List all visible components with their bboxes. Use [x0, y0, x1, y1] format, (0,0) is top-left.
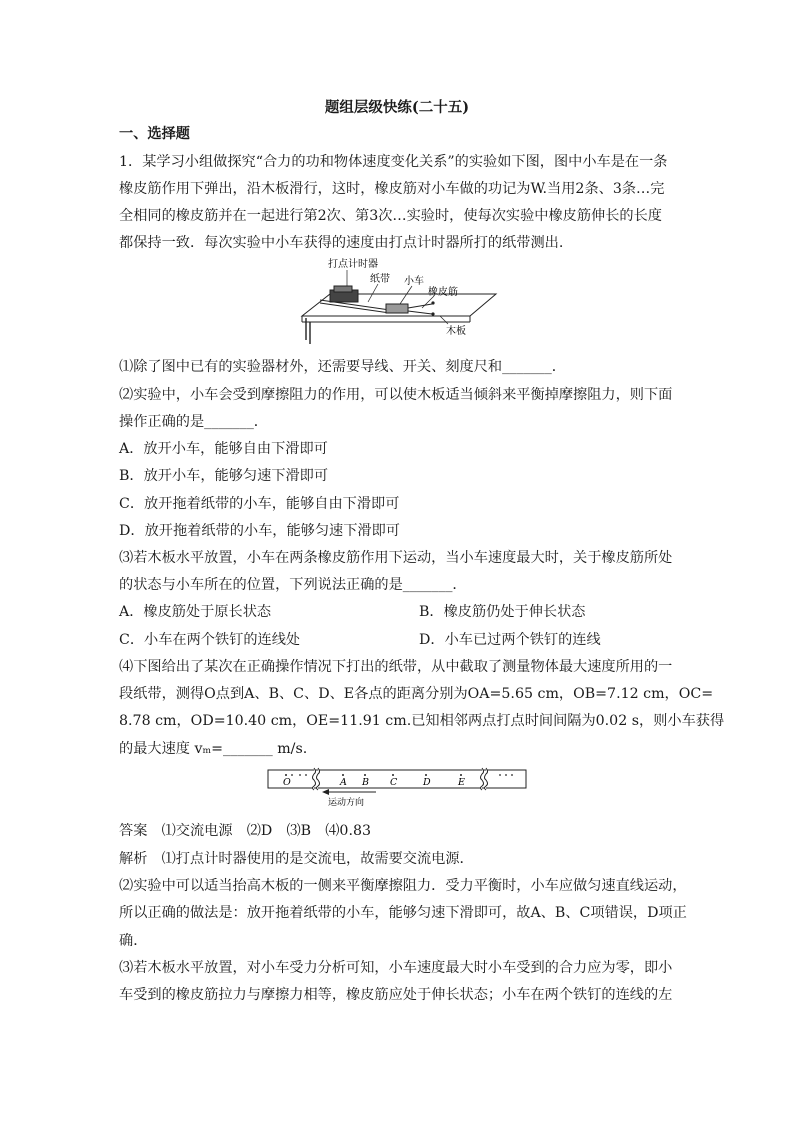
- tape-point-label: E: [458, 777, 465, 788]
- page-title: 题组层级快练(二十五): [324, 99, 470, 116]
- tape-dot: [285, 774, 287, 776]
- tape-dot: [364, 774, 366, 776]
- tape-point-label: O: [283, 777, 291, 788]
- label-tape: 纸带: [370, 274, 390, 285]
- label-cart: 小车: [404, 276, 424, 287]
- tape-dot: [342, 774, 344, 776]
- sub-question-4-line: 的最大速度 vₘ=_______ m/s.: [119, 741, 308, 757]
- tape-point-label: C: [390, 777, 398, 788]
- option-c: C．放开拖着纸带的小车，能够自由下滑即可: [119, 496, 400, 512]
- direction-label: 运动方向: [328, 798, 365, 808]
- sub-question-2-line: ⑵实验中，小车会受到摩擦阻力的作用，可以使木板适当倾斜来平衡掉摩擦阻力，则下面: [119, 387, 673, 403]
- option-c: C．小车在两个铁钉的连线处: [119, 632, 301, 648]
- option-b: B．橡皮筋仍处于伸长状态: [419, 604, 586, 620]
- sub-question-4-line: ⑷下图给出了某次在正确操作情况下打出的纸带，从中截取了测量物体最大速度所用的一: [119, 659, 673, 675]
- answer-line: 答案 ⑴交流电源 ⑵D ⑶B ⑷0.83: [119, 823, 372, 839]
- option-a: A．橡皮筋处于原长状态: [119, 604, 272, 620]
- question-stem-line: 都保持一致．每次实验中小车获得的速度由打点计时器所打的纸带测出.: [119, 235, 564, 251]
- analysis-line: 车受到的橡皮筋拉力与摩擦力相等，橡皮筋应处于伸长状态；小车在两个铁钉的连线的左: [119, 987, 673, 1003]
- option-b: B．放开小车，能够匀速下滑即可: [119, 468, 329, 484]
- option-d: D．小车已过两个铁钉的连线: [419, 632, 601, 648]
- tape-dot: [460, 774, 462, 776]
- rubber-band: [408, 304, 432, 308]
- label-rubber-band: 橡皮筋: [428, 287, 458, 298]
- tape-point-label: B: [362, 777, 369, 788]
- sub-question-2-line: 操作正确的是_______．: [119, 414, 268, 430]
- sub-question-3-line: 的状态与小车所在的位置，下列说法正确的是_______．: [119, 577, 467, 593]
- analysis-line: 所以正确的做法是：放开拖着纸带的小车，能够匀速下滑即可，故A、B、C项错误，D项正: [119, 905, 687, 921]
- analysis-line: 确．: [119, 933, 148, 949]
- question-stem-line: 橡皮筋作用下弹出，沿木板滑行，这时，橡皮筋对小车做的功记为W.当用2条、3条…完: [119, 181, 665, 197]
- sub-question-1: ⑴除了图中已有的实验器材外，还需要导线、开关、刻度尺和_______．: [119, 359, 566, 375]
- tape-dot: [425, 774, 427, 776]
- tape-point-label: D: [423, 777, 431, 788]
- paper-tape-figure: [266, 766, 530, 810]
- tape-point-label: A: [340, 777, 347, 788]
- sub-question-4-line: 段纸带，测得O点到A、B、C、D、E各点的距离分别为OA=5.65 cm，OB=7.12 cm，OC=: [119, 686, 714, 702]
- cart: [386, 304, 408, 313]
- apparatus-figure: [300, 256, 500, 348]
- analysis-line: ⑵实验中可以适当抬高木板的一侧来平衡摩擦阻力．受力平衡时，小车应做匀速直线运动，: [119, 878, 687, 894]
- analysis-line: 解析 ⑴打点计时器使用的是交流电，故需要交流电源．: [119, 851, 474, 867]
- label-timer: 打点计时器: [328, 259, 378, 270]
- section-heading: 一、选择题: [119, 126, 190, 142]
- option-d: D．放开拖着纸带的小车，能够匀速下滑即可: [119, 523, 400, 539]
- question-stem-line: 全相同的橡皮筋并在一起进行第2次、第3次…实验时，使每次实验中橡皮筋伸长的长度: [119, 208, 662, 224]
- label-board: 木板: [446, 326, 466, 337]
- sub-question-4-line: 8.78 cm，OD=10.40 cm，OE=11.91 cm.已知相邻两点打点时间间隔为0.02 s，则小车获得: [119, 713, 725, 729]
- question-stem-line: 1．某学习小组做探究“合力的功和物体速度变化关系”的实验如下图，图中小车是在一条: [119, 154, 668, 170]
- analysis-line: ⑶若木板水平放置，对小车受力分析可知，小车速度最大时小车受到的合力应为零，即小: [119, 960, 673, 976]
- tape-dot: [392, 774, 394, 776]
- sub-question-3-line: ⑶若木板水平放置，小车在两条橡皮筋作用下运动，当小车速度最大时，关于橡皮筋所处: [119, 550, 673, 566]
- option-a: A．放开小车，能够自由下滑即可: [119, 441, 328, 457]
